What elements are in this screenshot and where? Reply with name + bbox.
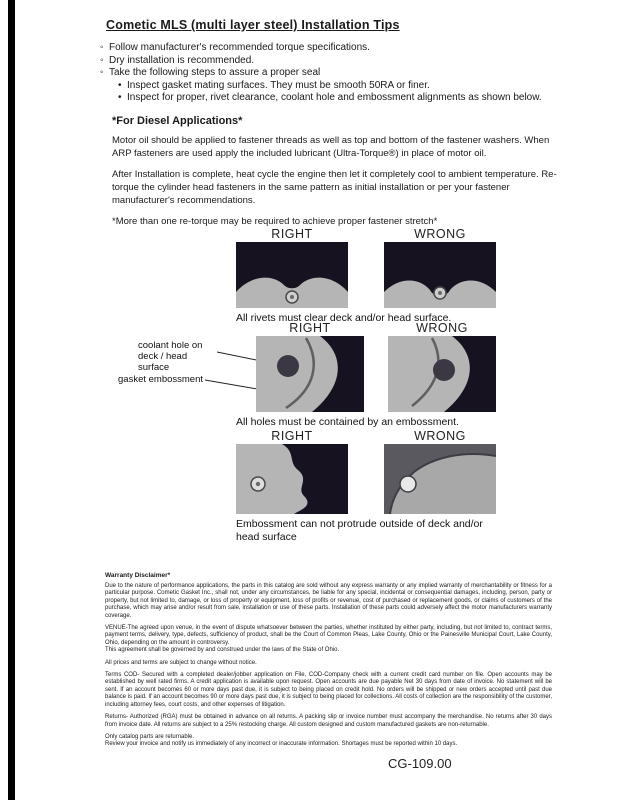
rivet-overlap-illustration — [384, 242, 496, 308]
diesel-paragraph: Motor oil should be applied to fastener threads as well as top and bottom of the fastener washers. When ARP fasteners are used apply the included lubricant (Ultra-Torque®) in place of motor oil. — [112, 135, 550, 159]
column-header-wrong: WRONG — [414, 429, 466, 443]
diagram-rivet-right — [236, 242, 348, 308]
installation-tips-section — [100, 18, 562, 105]
embossment-inside-deck-illustration — [236, 444, 348, 514]
tip-text: ◦ Take the following steps to assure a proper seal — [109, 67, 321, 78]
column-header-right: RIGHT — [271, 429, 313, 443]
diagram-embossment-wrong — [384, 444, 496, 514]
diagram-coolant-wrong — [388, 336, 496, 412]
caption-embossment: Embossment can not protrude outside of deck and/or head surface — [236, 518, 483, 543]
disclaimer-paragraph: Returns- Authorized (RGA) must be obtained in advance on all returns. A packing slip or invoice number must accompany the merchandise. No returns after 30 days from invoice date. All returns are subject to a 25% restocking charge. All custom designed and custom manufactured gaskets are non-returnable. — [105, 714, 552, 728]
diesel-heading: *For Diesel Applications* — [112, 115, 243, 127]
tip-text: • Inspect gasket mating surfaces. They must be smooth 50RA or finer. — [127, 79, 430, 91]
label-coolant-hole: coolant hole on deck / head surface — [138, 340, 203, 373]
warranty-disclaimer-section — [105, 572, 552, 754]
column-header-right: RIGHT — [289, 321, 331, 335]
retorque-note: *More than one re-torque may be required to achieve proper fastener stretch* — [112, 216, 438, 227]
column-header-wrong: WRONG — [416, 321, 468, 335]
disclaimer-paragraph: All prices and terms are subject to change without notice. — [105, 659, 257, 666]
disclaimer-paragraph: Due to the nature of performance applications, the parts in this catalog are sold without any express warranty or any implied warranty of merchantability or fitness for a particular purpose. Cometic Gasket Inc., shall not, under any circumstances, be liable for any special, incidental or consequential damages, including, person, party or property, but not limited to, damage, or loss of property or equipment, loss of profits or revenue, cost of purchased or replacement goods, or claims of customers of the purchase, which may arise and/or result from sale, installation or use of these parts. Installation of these parts could adversely affect the motor manufacturers warranty coverage. — [105, 583, 552, 619]
tip-text: ◦ Dry installation is recommended. — [109, 54, 255, 66]
caption-holes: All holes must be contained by an embossment. — [236, 416, 459, 428]
column-header-wrong: WRONG — [414, 227, 466, 241]
disclaimer-paragraph: Review your invoice and notify us immediately of any incorrect or inaccurate information. Shortages must be reported within 10 days. — [105, 741, 458, 748]
embossment-outside-deck-illustration — [384, 444, 496, 514]
disclaimer-heading: Warranty Disclaimer* — [105, 572, 171, 579]
page-code: CG-109.00 — [388, 756, 452, 771]
column-header-right: RIGHT — [271, 227, 313, 241]
disclaimer-paragraph: This agreement shall be governed by and construed under the laws of the State of Ohio. — [105, 647, 340, 654]
label-gasket-embossment: gasket embossment — [118, 374, 204, 385]
tip-item — [100, 55, 562, 68]
tip-subitem — [118, 80, 562, 93]
diagram-embossment-right — [236, 444, 348, 514]
tip-text: ◦ Follow manufacturer's recommended torque specifications. — [109, 42, 370, 53]
rivet-clear-illustration — [236, 242, 348, 308]
hole-inside-embossment-illustration — [256, 336, 364, 412]
disclaimer-paragraph: VENUE-The agreed upon venue, in the event of dispute whatsoever between the parties, whether instituted by either party, including, but not limited to, contract terms, payment terms, delivery, type, defects, sufficiency of product, shall be the Court of Common Pleas, Lake County, Ohio or the Painesville Municipal Court, Lake County, Ohio, depending on the amount in controversy. — [105, 625, 552, 646]
tip-text: • Inspect for proper, rivet clearance, coolant hole and embossment alignments as shown below. — [127, 92, 542, 103]
diesel-applications-section — [112, 115, 568, 228]
diagram-rivet-wrong — [384, 242, 496, 308]
left-margin-rule — [8, 0, 15, 800]
tip-item — [100, 67, 562, 80]
page-title: Cometic MLS (multi layer steel) Installation Tips — [106, 18, 400, 32]
hole-crossing-embossment-illustration — [388, 336, 496, 412]
diagram-coolant-right — [256, 336, 364, 412]
caption-rivets: All rivets must clear deck and/or head surface. — [236, 312, 452, 324]
tip-item — [100, 42, 562, 55]
disclaimer-paragraph: Only catalog parts are returnable. — [105, 733, 195, 740]
disclaimer-paragraph: Terms COD- Secured with a completed dealer/jobber application on File, COD-Company check with a current credit card number on file. Open accounts may be established by well rated firms. A credit application is available upon request. Open accounts are due payable Net 30 days from date of invoice. No statement will be sent. If an account becomes 60 or more days past due, it is subject to being placed on credit hold. No orders will be shipped or new orders accepted until past due balance is paid. If an account becomes 90 or more days past due, it is subject to being placed for collections. All costs of collection are the responsibility of the customer, including attorney fees, court costs, and other expenses of litigation. — [105, 672, 552, 708]
diesel-paragraph: After Installation is complete, heat cycle the engine then let it completely cool to ambient temperature. Re-torque the cylinder head fasteners in the same pattern as initial installation or per your fastener manufacturer's recommendations. — [112, 169, 557, 206]
tip-subitem — [118, 92, 562, 105]
